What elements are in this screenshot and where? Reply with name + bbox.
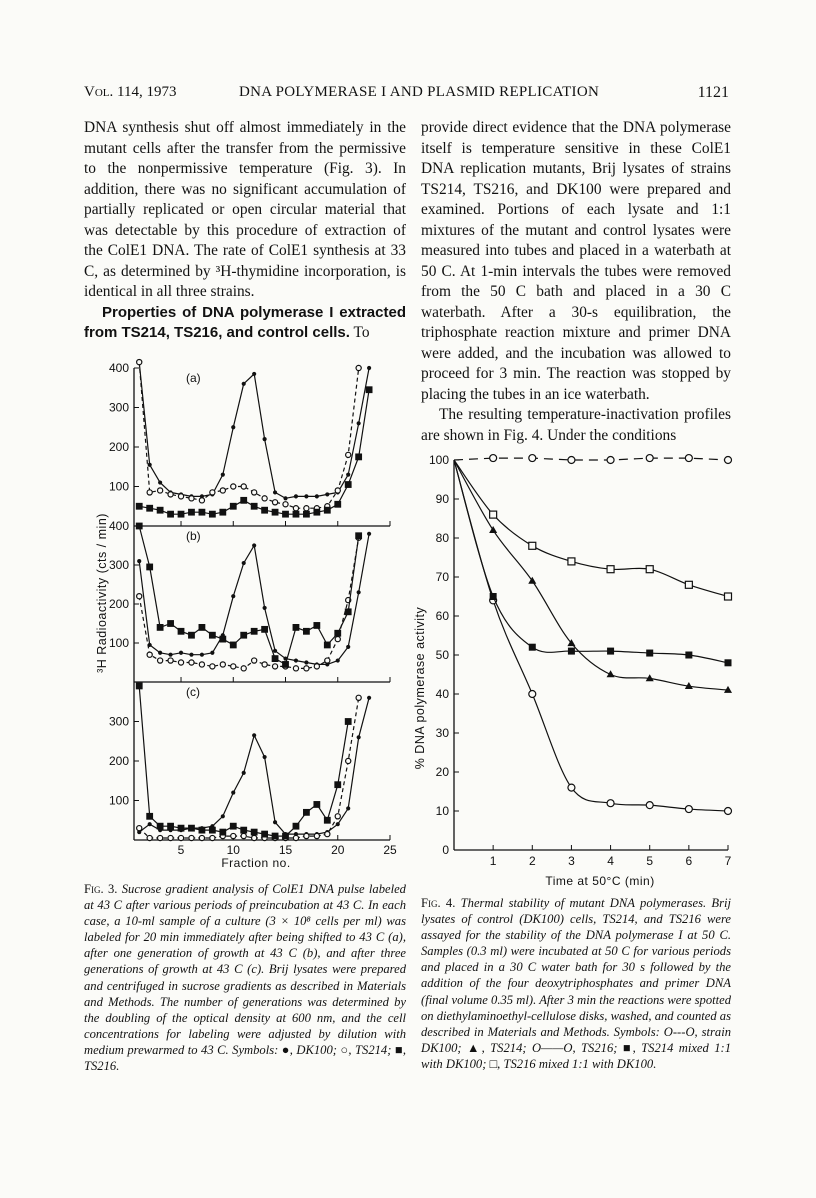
fig3-data-point	[293, 835, 298, 840]
fig4-x-tick-label: 5	[646, 854, 654, 868]
fig3-y-tick-label: 100	[108, 793, 129, 808]
fig3-data-point	[137, 826, 142, 831]
fig3-data-point	[262, 662, 267, 667]
fig4-y-tick-label: 60	[435, 609, 449, 623]
fig3-data-point	[231, 484, 236, 489]
fig3-data-point	[357, 590, 361, 594]
fig3-series-line	[139, 686, 348, 836]
fig3-data-point	[199, 509, 206, 516]
fig3-data-point	[199, 498, 204, 503]
fig3-data-point	[178, 628, 185, 635]
fig3-data-point	[189, 653, 193, 657]
fig4-y-tick-label: 30	[435, 726, 449, 740]
fig3-data-point	[366, 386, 373, 393]
fig3-data-point	[189, 660, 194, 665]
fig3-data-point	[357, 421, 361, 425]
fig3-data-point	[346, 452, 351, 457]
fig4-plot	[429, 453, 732, 868]
fig4-y-tick-label: 80	[435, 531, 449, 545]
fig3-data-point	[251, 829, 258, 836]
fig3-data-point	[178, 511, 185, 518]
fig3-data-point	[219, 829, 226, 836]
fig3-y-axis-label: ³H Radioactivity (cts / min)	[95, 513, 109, 673]
fig3-data-point	[178, 825, 185, 832]
fig4-x-tick-label: 2	[528, 854, 536, 868]
fig4-data-point	[685, 806, 692, 813]
fig3-data-point	[334, 501, 341, 508]
fig3-data-point	[251, 503, 258, 510]
fig3-data-point	[346, 758, 351, 763]
figure-4	[410, 438, 745, 888]
fig4-x-tick-label: 3	[568, 854, 575, 868]
fig3-panel-label: (a)	[186, 371, 201, 385]
fig3-data-point	[293, 666, 298, 671]
fig4-data-point	[646, 650, 653, 657]
fig3-data-point	[355, 453, 362, 460]
fig3-data-point	[158, 658, 163, 663]
fig4-caption-label: Fig. 4.	[421, 896, 456, 910]
fig3-data-point	[158, 651, 162, 655]
fig4-data-point	[490, 593, 497, 600]
fig3-data-point	[273, 649, 277, 653]
fig3-data-point	[146, 564, 153, 571]
fig4-data-point	[646, 566, 653, 573]
fig3-y-tick-label: 400	[108, 361, 129, 375]
fig3-data-point	[219, 509, 226, 516]
fig3-y-tick-label: 200	[108, 597, 129, 611]
fig3-data-point	[252, 835, 257, 840]
fig3-data-point	[294, 658, 298, 662]
fig3-data-point	[252, 543, 256, 547]
fig4-x-axis-label: Time at 50°C (min)	[545, 874, 655, 888]
fig3-data-point	[209, 632, 216, 639]
fig4-data-point	[607, 566, 614, 573]
fig4-data-point	[607, 800, 614, 807]
fig3-data-point	[282, 661, 289, 668]
fig4-x-tick-label: 7	[724, 854, 732, 868]
fig3-data-point	[231, 594, 235, 598]
fig3-panel-label: (c)	[186, 685, 200, 699]
fig3-data-point	[314, 664, 319, 669]
fig3-data-point	[157, 624, 164, 631]
fig3-data-point	[167, 620, 174, 627]
fig3-data-point	[313, 622, 320, 629]
fig3-y-tick-label: 300	[108, 558, 129, 572]
fig3-data-point	[252, 658, 257, 663]
fig3-data-point	[210, 490, 215, 495]
fig3-data-point	[137, 594, 142, 599]
fig3-data-point	[334, 630, 341, 637]
fig3-data-point	[314, 833, 319, 838]
fig4-x-tick-label: 6	[685, 854, 693, 868]
fig3-data-point	[336, 658, 340, 662]
fig3-y-tick-label: 100	[108, 479, 129, 494]
fig3-data-point	[231, 425, 235, 429]
fig3-data-point	[345, 608, 352, 615]
fig3-data-point	[158, 488, 163, 493]
fig4-x-tick-label: 1	[489, 854, 497, 868]
fig3-data-point	[210, 651, 214, 655]
page-number: 1121	[697, 84, 729, 101]
left-paragraph-1: DNA synthesis shut off almost immediately in the mutant cells after the transfer from the permissive to the nonpermissive temperature (Fig. 3). In addition, there was no significant accumulation of partially replicated or open circular material that was detectable by this procedure of extraction of the ColE1 DNA. The rate of ColE1 synthesis at 33 C, as determined by ³H-thymidine incorporation, is identical in all three strains.	[84, 119, 406, 300]
left-column-text	[84, 118, 406, 344]
fig3-data-point	[179, 651, 183, 655]
fig3-caption-label: Fig. 3.	[84, 882, 118, 896]
fig3-data-point	[188, 632, 195, 639]
fig3-data-point	[367, 366, 371, 370]
volume-info: Vol. 114, 1973	[84, 84, 177, 100]
fig3-data-point	[325, 492, 329, 496]
fig3-data-point	[146, 813, 153, 820]
fig3-data-point	[168, 658, 173, 663]
fig3-data-point	[199, 662, 204, 667]
fig4-data-point	[529, 455, 536, 462]
fig3-data-point	[199, 624, 206, 631]
fig3-data-point	[336, 822, 340, 826]
fig3-data-point	[355, 532, 362, 539]
fig4-data-point	[568, 648, 575, 655]
fig3-y-tick-label: 400	[108, 519, 129, 533]
fig3-data-point	[199, 835, 204, 840]
fig4-data-point	[607, 457, 614, 464]
fig3-data-point	[346, 645, 350, 649]
fig3-data-point	[220, 488, 225, 493]
fig3-data-point	[178, 835, 183, 840]
fig3-data-point	[304, 660, 308, 664]
fig3-panel-2	[109, 519, 390, 682]
fig4-y-tick-label: 70	[435, 570, 449, 584]
fig3-data-point	[158, 835, 163, 840]
fig3-data-point	[147, 490, 152, 495]
fig3-data-point	[293, 624, 300, 631]
fig3-data-point	[220, 662, 225, 667]
fig3-data-point	[221, 473, 225, 477]
fig4-data-point	[568, 457, 575, 464]
fig3-data-point	[283, 496, 287, 500]
fig3-data-point	[345, 481, 352, 488]
fig3-data-point	[304, 506, 309, 511]
fig3-y-tick-label: 200	[108, 440, 129, 454]
fig3-data-point	[303, 809, 310, 816]
fig3-x-tick-label: 5	[177, 843, 185, 857]
fig3-data-point	[252, 733, 256, 737]
fig3-data-point	[157, 507, 164, 514]
fig3-data-point	[324, 507, 331, 514]
fig3-data-point	[335, 488, 340, 493]
fig3-series-line	[139, 538, 359, 669]
fig3-data-point	[251, 628, 258, 635]
fig3-data-point	[146, 505, 153, 512]
fig4-data-point	[725, 808, 732, 815]
fig3-data-point	[241, 484, 246, 489]
fig4-data-point	[725, 593, 732, 600]
fig3-data-point	[242, 561, 246, 565]
fig3-data-point	[167, 511, 174, 518]
fig3-data-point	[219, 636, 226, 643]
fig3-data-point	[230, 503, 237, 510]
fig3-data-point	[209, 827, 216, 834]
fig3-series-line	[139, 362, 359, 508]
fig3-data-point	[283, 502, 288, 507]
fig3-data-point	[345, 718, 352, 725]
fig4-data-point	[529, 542, 536, 549]
fig4-y-tick-label: 50	[435, 648, 449, 662]
fig4-data-point	[529, 644, 536, 651]
fig3-data-point	[315, 494, 319, 498]
fig3-data-point	[240, 827, 247, 834]
right-paragraph-1: provide direct evidence that the DNA polymerase itself is temperature sensitive in these ColE1 DNA replication mutants, Brij lysates of strains TS214, TS216, and DK100 were prepared and examined. Portions of each lysate and 1:1 mixtures of the mutant and control lysates were measured into tubes and placed in a waterbath at 50 C. At 1-min intervals the tubes were removed from the 50 C bath and placed in a 30 C waterbath. After a 30-s equilibration, the triphosphate reaction mixture and primer DNA were added, and the incubation was allowed to proceed for 3 min. The reaction was stopped by placing the tubes in an ice waterbath.	[421, 119, 731, 403]
fig3-data-point	[158, 480, 162, 484]
fig3-data-point	[241, 666, 246, 671]
fig3-data-point	[294, 494, 298, 498]
fig4-data-point	[725, 659, 732, 666]
fig3-data-point	[231, 791, 235, 795]
fig3-data-point	[168, 653, 172, 657]
fig3-data-point	[313, 509, 320, 516]
fig3-data-point	[168, 492, 173, 497]
fig3-data-point	[189, 496, 194, 501]
fig3-data-point	[136, 503, 143, 510]
fig3-data-point	[304, 494, 308, 498]
fig3-caption-text: Sucrose gradient analysis of ColE1 DNA pulse labeled at 43 C after various periods of preincubation at 43 C. In each case, a 10-ml sample of a culture (3 × 10⁸ cells per ml) was labeled for 20 min immediately after being shifted to 43 C (a), after one generation of growth at 43 C (b), and after three generations of growth at 43 C (c). Brij lysates were prepared and centrifuged in sucrose gradients as described in Materials and Methods. The number of generations was determined by the doubling of the optical density at 600 nm, and the cell concentrations for labeling were adjusted by dilution with medium prewarmed to 43 C. Symbols: ●, DK100; ○, TS214; ■, TS216.	[84, 882, 406, 1074]
fig3-data-point	[137, 559, 141, 563]
fig3-data-point	[325, 831, 330, 836]
right-column-text	[421, 118, 731, 446]
fig4-data-point	[685, 652, 692, 659]
fig3-series-line	[139, 362, 369, 498]
fig3-data-point	[168, 835, 173, 840]
fig3-data-point	[346, 473, 350, 477]
fig3-x-tick-label: 10	[226, 843, 240, 857]
fig3-data-point	[240, 632, 247, 639]
left-paragraph-2	[84, 303, 406, 344]
fig3-data-point	[261, 626, 268, 633]
fig3-panel-3	[109, 682, 397, 857]
fig3-data-point	[334, 781, 341, 788]
fig3-data-point	[240, 497, 247, 504]
fig3-data-point	[136, 523, 143, 530]
figure-4-caption	[421, 895, 731, 1072]
running-header	[84, 84, 729, 106]
fig4-data-point	[685, 455, 692, 462]
fig4-data-point	[646, 455, 653, 462]
fig3-data-point	[147, 835, 152, 840]
fig3-data-point	[147, 652, 152, 657]
fig4-y-axis-label: % DNA polymerase activity	[413, 606, 427, 770]
fig3-series-line	[139, 698, 369, 834]
figure-3-caption	[84, 881, 406, 1074]
fig3-data-point	[263, 606, 267, 610]
fig3-data-point	[262, 496, 267, 501]
section-subheading: Properties of DNA polymerase I extracted from TS214, TS216, and control cells.	[84, 303, 406, 341]
fig3-data-point	[282, 511, 289, 518]
fig3-data-point	[188, 825, 195, 832]
figure-4-chart	[410, 438, 745, 888]
fig4-y-tick-label: 100	[428, 453, 449, 467]
fig3-data-point	[324, 817, 331, 824]
fig4-y-tick-label: 90	[435, 492, 449, 506]
fig4-x-tick-label: 4	[607, 854, 614, 868]
fig3-data-point	[282, 833, 289, 840]
fig4-caption-text: Thermal stability of mutant DNA polymerases. Brij lysates of control (DK100) cells, TS214, and TS216 were assayed for the stability of the DNA polymerase I at 50 C. Samples (0.3 ml) were incubated at 50 C for various periods and placed in a 30 C water bath for 30 s followed by the addition of the four deoxytriphosphates and primer DNA (final volume 0.35 ml). After 3 min the reactions were spotted on diethylaminoethyl-cellulose disks, washed, and counted as described in Materials and Methods. Symbols: O---O, strain DK100; ▲, TS214; O——O, TS216; ■, TS214 mixed 1:1 with DK100; □, TS216 mixed 1:1 with DK100.	[421, 896, 731, 1071]
fig3-data-point	[367, 696, 371, 700]
fig4-data-point	[568, 558, 575, 565]
fig3-data-point	[357, 735, 361, 739]
fig3-data-point	[293, 511, 300, 518]
fig3-data-point	[272, 655, 279, 662]
fig3-data-point	[303, 511, 310, 518]
fig4-y-tick-label: 20	[435, 765, 449, 779]
fig3-x-tick-label: 20	[331, 843, 345, 857]
fig3-x-tick-label: 25	[383, 843, 397, 857]
fig3-data-point	[263, 755, 267, 759]
fig3-data-point	[189, 835, 194, 840]
fig3-data-point	[178, 660, 183, 665]
fig3-data-point	[209, 511, 216, 518]
fig3-data-point	[200, 653, 204, 657]
fig3-data-point	[261, 507, 268, 514]
figure-3	[72, 348, 407, 873]
fig3-data-point	[272, 500, 277, 505]
fig3-data-point	[356, 695, 361, 700]
fig3-data-point	[241, 833, 246, 838]
fig4-data-point	[490, 455, 497, 462]
fig3-data-point	[136, 683, 143, 690]
fig3-data-point	[367, 532, 371, 536]
fig4-y-tick-label: 40	[435, 687, 449, 701]
fig3-data-point	[242, 382, 246, 386]
fig3-data-point	[231, 833, 236, 838]
fig3-data-point	[230, 823, 237, 830]
fig3-data-point	[252, 490, 257, 495]
fig4-data-point	[725, 457, 732, 464]
fig3-data-point	[157, 823, 164, 830]
fig4-data-point	[685, 581, 692, 588]
fig3-data-point	[178, 494, 183, 499]
fig3-x-axis-label: Fraction no.	[221, 856, 291, 870]
fig3-y-tick-label: 200	[108, 754, 129, 768]
fig3-data-point	[335, 637, 340, 642]
fig3-data-point	[210, 835, 215, 840]
fig3-data-point	[324, 642, 331, 649]
fig3-data-point	[210, 664, 215, 669]
fig3-data-point	[273, 820, 277, 824]
fig4-series-line	[454, 460, 728, 663]
fig3-data-point	[252, 372, 256, 376]
fig3-y-tick-label: 300	[108, 714, 129, 729]
fig3-data-point	[231, 664, 236, 669]
fig4-y-tick-label: 10	[435, 804, 449, 818]
fig3-data-point	[148, 463, 152, 467]
fig3-data-point	[167, 823, 174, 830]
left-paragraph-2-start: To	[353, 324, 370, 341]
fig3-data-point	[325, 658, 330, 663]
fig3-data-point	[230, 642, 237, 649]
fig3-data-point	[272, 833, 279, 840]
running-title: DNA POLYMERASE I AND PLASMID REPLICATION	[239, 84, 600, 100]
fig3-x-tick-label: 15	[278, 843, 293, 857]
fig3-data-point	[199, 827, 206, 834]
fig4-data-point	[490, 511, 497, 518]
fig3-data-point	[272, 664, 277, 669]
fig3-data-point	[148, 822, 152, 826]
fig3-data-point	[303, 628, 310, 635]
fig3-data-point	[261, 831, 268, 838]
fig3-data-point	[346, 806, 350, 810]
fig3-data-point	[188, 509, 195, 516]
fig3-y-tick-label: 300	[108, 400, 129, 415]
fig4-data-point	[646, 802, 653, 809]
fig3-data-point	[304, 833, 309, 838]
fig4-data-point	[489, 526, 497, 533]
fig3-data-point	[242, 771, 246, 775]
fig3-data-point	[304, 666, 309, 671]
fig4-y-tick-label: 0	[442, 843, 449, 857]
fig3-data-point	[356, 365, 361, 370]
fig4-data-point	[568, 784, 575, 791]
fig3-data-point	[221, 814, 225, 818]
fig3-data-point	[263, 437, 267, 441]
fig4-data-point	[607, 648, 614, 655]
fig3-data-point	[273, 490, 277, 494]
fig3-data-point	[313, 801, 320, 808]
fig3-y-tick-label: 100	[108, 636, 129, 650]
fig3-data-point	[137, 359, 142, 364]
fig4-series-line	[454, 460, 728, 597]
fig3-data-point	[293, 506, 298, 511]
fig3-panel-label: (b)	[186, 529, 201, 543]
fig4-data-point	[529, 691, 536, 698]
fig3-data-point	[293, 823, 300, 830]
figure-3-chart	[72, 348, 407, 873]
fig3-panel-1	[109, 359, 390, 526]
right-paragraph-2: The resulting temperature-inactivation profiles are shown in Fig. 4. Under the conditions	[421, 406, 731, 444]
fig3-data-point	[335, 814, 340, 819]
fig3-data-point	[272, 509, 279, 516]
